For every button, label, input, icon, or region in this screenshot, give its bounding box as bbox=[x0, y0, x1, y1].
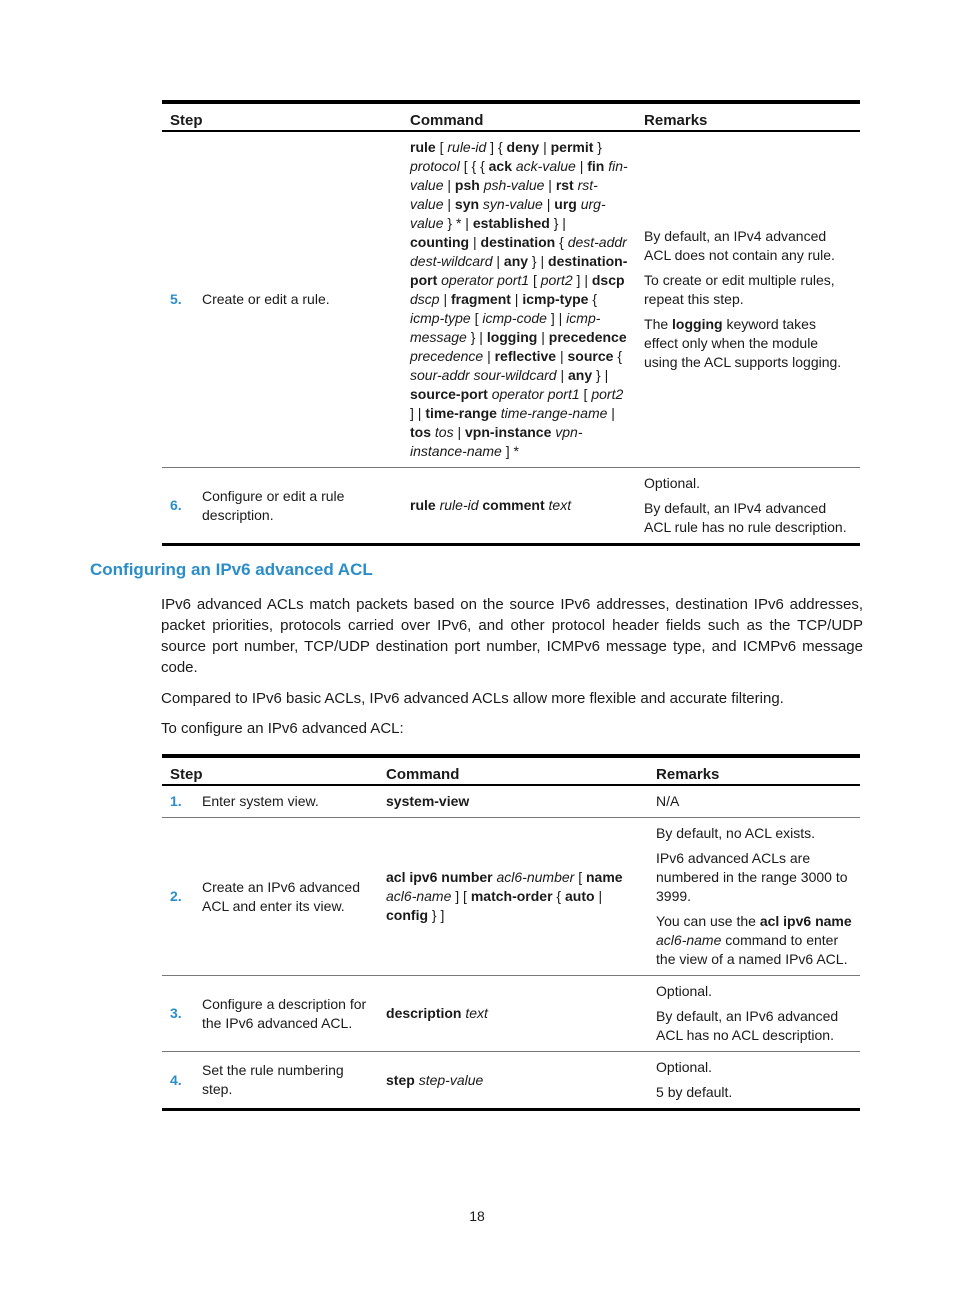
remarks-text: N/A bbox=[656, 793, 680, 809]
remarks-text: Optional. 5 by default. bbox=[648, 1052, 860, 1110]
table-row bbox=[162, 131, 860, 468]
step-description: Create an IPv6 advanced ACL and enter its view. bbox=[194, 818, 378, 976]
command-syntax: description text bbox=[378, 976, 648, 1052]
remarks-header: Remarks bbox=[636, 102, 860, 131]
command-syntax: step step-value bbox=[378, 1052, 648, 1110]
command-header: Command bbox=[402, 102, 636, 131]
step-number: 5. bbox=[170, 291, 182, 307]
rule-config-table bbox=[162, 100, 860, 546]
table-row bbox=[162, 785, 860, 818]
command-header: Command bbox=[378, 756, 648, 785]
command-syntax: acl ipv6 number acl6-number [ name acl6-name ] [ match-order { auto | config } ] bbox=[378, 818, 648, 976]
step-description: Set the rule numbering step. bbox=[194, 1052, 378, 1110]
table-header-row bbox=[162, 102, 860, 131]
command-syntax: rule rule-id comment text bbox=[402, 468, 636, 545]
table-row bbox=[162, 468, 860, 545]
step-description: Create or edit a rule. bbox=[202, 291, 330, 307]
step-number: 1. bbox=[170, 793, 182, 809]
comparison-paragraph: Compared to IPv6 basic ACLs, IPv6 advanced ACLs allow more flexible and accurate filtering. bbox=[161, 690, 784, 707]
remarks-header: Remarks bbox=[648, 756, 860, 785]
step-number: 4. bbox=[162, 1052, 194, 1110]
command-syntax: rule [ rule-id ] { deny | permit } protocol [ { { ack ack-value | fin fin-value | psh psh-value | rst rst-value | syn syn-value | urg urg-value } * | established } | counting | destination { dest-addr dest-wildcard | any } | destination-port operator port1 [ port2 ] | dscp dscp | fragment | icmp-type { icmp-type [ icmp-code ] | icmp-message } | logging | precedence precedence | reflective | source { sour-addr sour-wildcard | any } | source-port operator port1 [ port2 ] | time-range time-range-name | tos tos | vpn-instance vpn-instance-name ] * bbox=[410, 139, 628, 459]
table-row bbox=[162, 1052, 860, 1110]
table-header-row bbox=[162, 756, 860, 785]
section-heading: Configuring an IPv6 advanced ACL bbox=[90, 560, 373, 579]
step-header: Step bbox=[162, 102, 402, 131]
step-header: Step bbox=[162, 756, 378, 785]
remarks-text: Optional. By default, an IPv4 advanced ACL rule has no rule description. bbox=[636, 468, 860, 545]
step-number: 2. bbox=[162, 818, 194, 976]
step-description: Configure a description for the IPv6 advanced ACL. bbox=[194, 976, 378, 1052]
ipv6-acl-config-table bbox=[162, 754, 860, 1111]
intro-paragraph: IPv6 advanced ACLs match packets based on the source IPv6 addresses, destination IPv6 addresses, packet priorities, protocols carried over IPv6, and other protocol header fields such as the TCP/UDP source port number, TCP/UDP destination port number, ICMPv6 message type, and ICMPv6 message code. bbox=[161, 596, 863, 676]
table-row bbox=[162, 818, 860, 976]
procedure-lead-paragraph: To configure an IPv6 advanced ACL: bbox=[161, 720, 404, 737]
step-number: 6. bbox=[162, 468, 194, 545]
remarks-text: By default, an IPv4 advanced ACL does not contain any rule. To create or edit multiple rules, repeat this step. The logging keyword takes effect only when the module using the ACL supports logging. bbox=[644, 228, 842, 370]
table-row bbox=[162, 976, 860, 1052]
step-description: Enter system view. bbox=[202, 793, 319, 809]
step-description: Configure or edit a rule description. bbox=[194, 468, 402, 545]
step-number: 3. bbox=[162, 976, 194, 1052]
remarks-text: By default, no ACL exists. IPv6 advanced ACLs are numbered in the range 3000 to 3999. You can use the acl ipv6 name acl6-name command to enter the view of a named IPv6 ACL. bbox=[648, 818, 860, 976]
page-number: 18 bbox=[469, 1208, 485, 1224]
command-syntax: system-view bbox=[386, 793, 470, 809]
remarks-text: Optional. By default, an IPv6 advanced ACL has no ACL description. bbox=[648, 976, 860, 1052]
